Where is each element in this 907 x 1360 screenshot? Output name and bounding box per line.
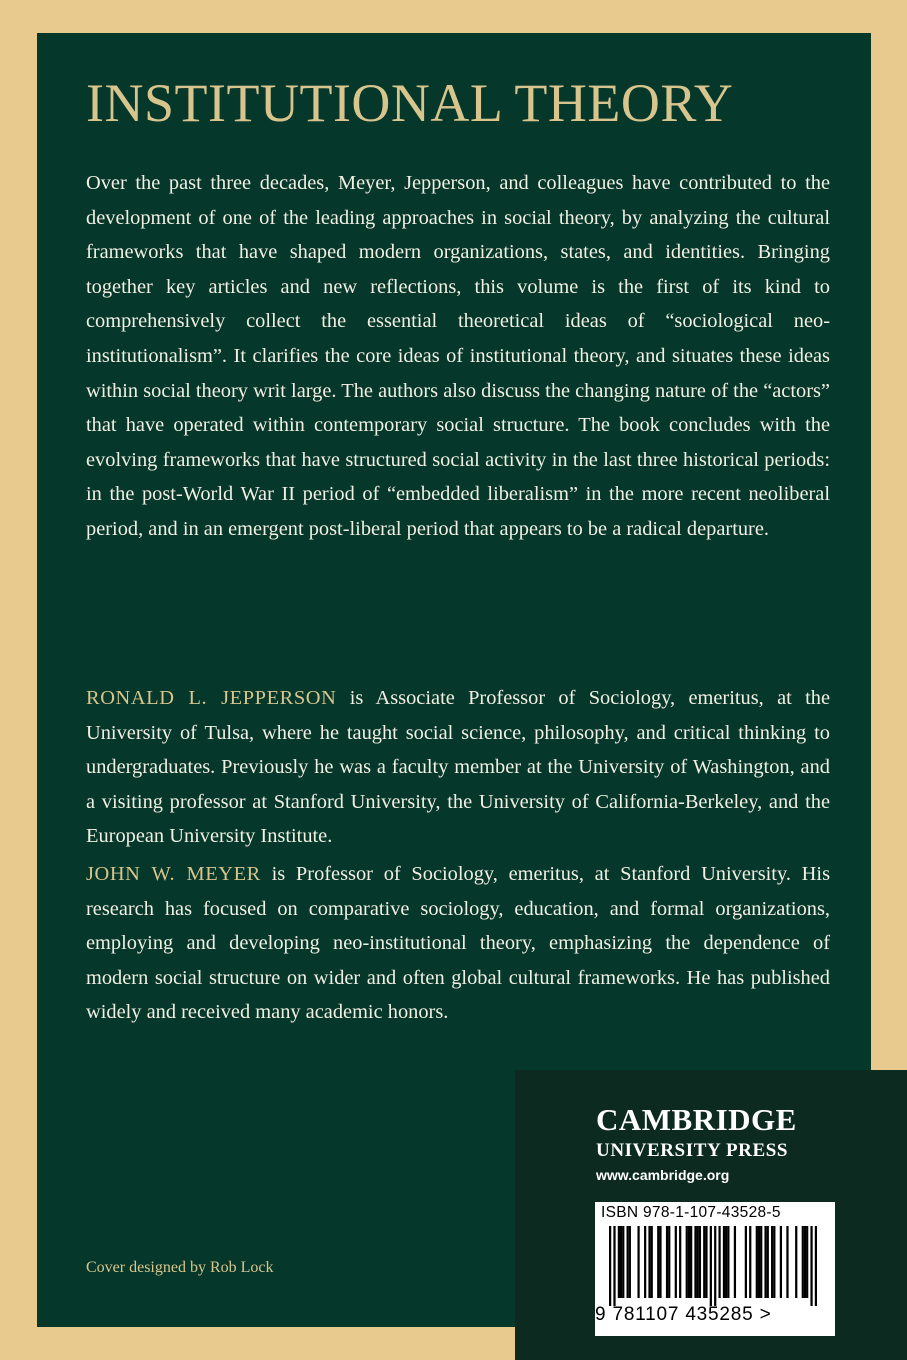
author-name-meyer: JOHN W. MEYER [86,863,261,885]
barcode-bar [810,1226,812,1306]
publisher-url: www.cambridge.org [596,1167,730,1183]
publisher-box [515,1070,907,1360]
barcode-bar [666,1226,668,1298]
book-title: INSTITUTIONAL THEORY [86,73,734,133]
barcode-bar [699,1226,701,1298]
barcode-bar [675,1226,677,1298]
barcode-bar [686,1226,688,1298]
barcode-bar [648,1226,650,1298]
barcode-bar [780,1226,782,1298]
author-name-jepperson: RONALD L. JEPPERSON [86,687,337,709]
barcode-bar [644,1226,646,1298]
barcode-bar [795,1226,797,1298]
barcode-bar [694,1226,696,1298]
barcode-bar [657,1226,659,1298]
barcode-bar [690,1226,692,1298]
barcode-bar [802,1226,804,1298]
barcode-bar [629,1226,631,1298]
barcode-bar [688,1226,690,1298]
barcode-bar [786,1226,788,1298]
barcode-bar [725,1226,727,1298]
barcode-bar [718,1226,720,1298]
barcode-bar [622,1226,624,1298]
barcode-bar [705,1226,707,1298]
barcode-bar [758,1226,760,1298]
barcode-bar [756,1226,758,1298]
barcode-bar [723,1226,725,1298]
barcode-bar [764,1226,766,1298]
isbn-label: ISBN 978-1-107-43528-5 [601,1204,781,1221]
barcode-bar [703,1226,705,1298]
barcode-bar [618,1226,620,1298]
author-bio-text-jepperson: is Associate Professor of Sociology, emeritus, at the University of Tulsa, where he taught social science, philosophy, and critical thinking to undergraduates. Previously he was a faculty member at the University of Washington, and a visiting professor at Stanford University, the University of California-Berkeley, and the European University Institute. [86,687,830,848]
barcode-bar [806,1226,808,1298]
barcode-bar [749,1226,751,1298]
barcode-bar [627,1226,629,1298]
barcode-digits: 9 781107 435285 > [595,1304,772,1325]
barcode-bar [668,1226,670,1298]
barcode-bar [773,1226,775,1298]
barcode-bar [815,1226,817,1306]
barcode-bar [659,1226,661,1298]
barcode-bar [697,1226,699,1298]
barcode-bar [727,1226,729,1298]
barcode-bar [734,1226,736,1298]
barcode-bar [714,1226,716,1306]
barcode-icon [609,1226,817,1306]
barcode-bar [613,1226,615,1306]
barcode-bar [710,1226,712,1306]
barcode-bar [651,1226,653,1298]
barcode-bar [620,1226,622,1298]
author-bio-meyer [86,857,830,1030]
cover-credit: Cover designed by Rob Lock [86,1259,274,1276]
barcode-bar [771,1226,773,1298]
author-bio-jepperson [86,681,830,854]
barcode-box [595,1202,835,1336]
barcode-bar [609,1226,611,1306]
publisher-subtitle: UNIVERSITY PRESS [596,1140,789,1161]
book-blurb: Over the past three decades, Meyer, Jepperson, and colleagues have contributed to the development of one of the leading approaches in social theory, by analyzing the cultural frameworks that have shaped modern organizations, states, and identities. Bringing together key articles and new reflections, this volume is the first of its kind to comprehensively collect the essential theoretical ideas of “sociological neo-institutionalism”. It clarifies the core ideas of institutional theory, and situates these ideas within social theory writ large. The authors also discuss the changing nature of the “actors” that have operated within contemporary social structure. The book concludes with the evolving frameworks that have structured social activity in the last three historical periods: in the post-World War II period of “embedded liberalism” in the more recent neoliberal period, and in an emergent post-liberal period that appears to be a radical departure. [86,172,830,540]
author-bio-text-meyer: is Professor of Sociology, emeritus, at Stanford University. His research has focused on comparative sociology, education, and formal organizations, employing and developing neo-institutional theory, emphasizing the dependence of modern social structure on wider and often global cultural frameworks. He has published widely and received many academic honors. [86,863,830,1024]
publisher-name: CAMBRIDGE [596,1102,797,1137]
barcode-bar [637,1226,639,1298]
barcode-bar [679,1226,681,1298]
barcode-bar [745,1226,747,1298]
barcode-bar [760,1226,762,1298]
barcode-bar [804,1226,806,1298]
barcode-bar [767,1226,769,1298]
